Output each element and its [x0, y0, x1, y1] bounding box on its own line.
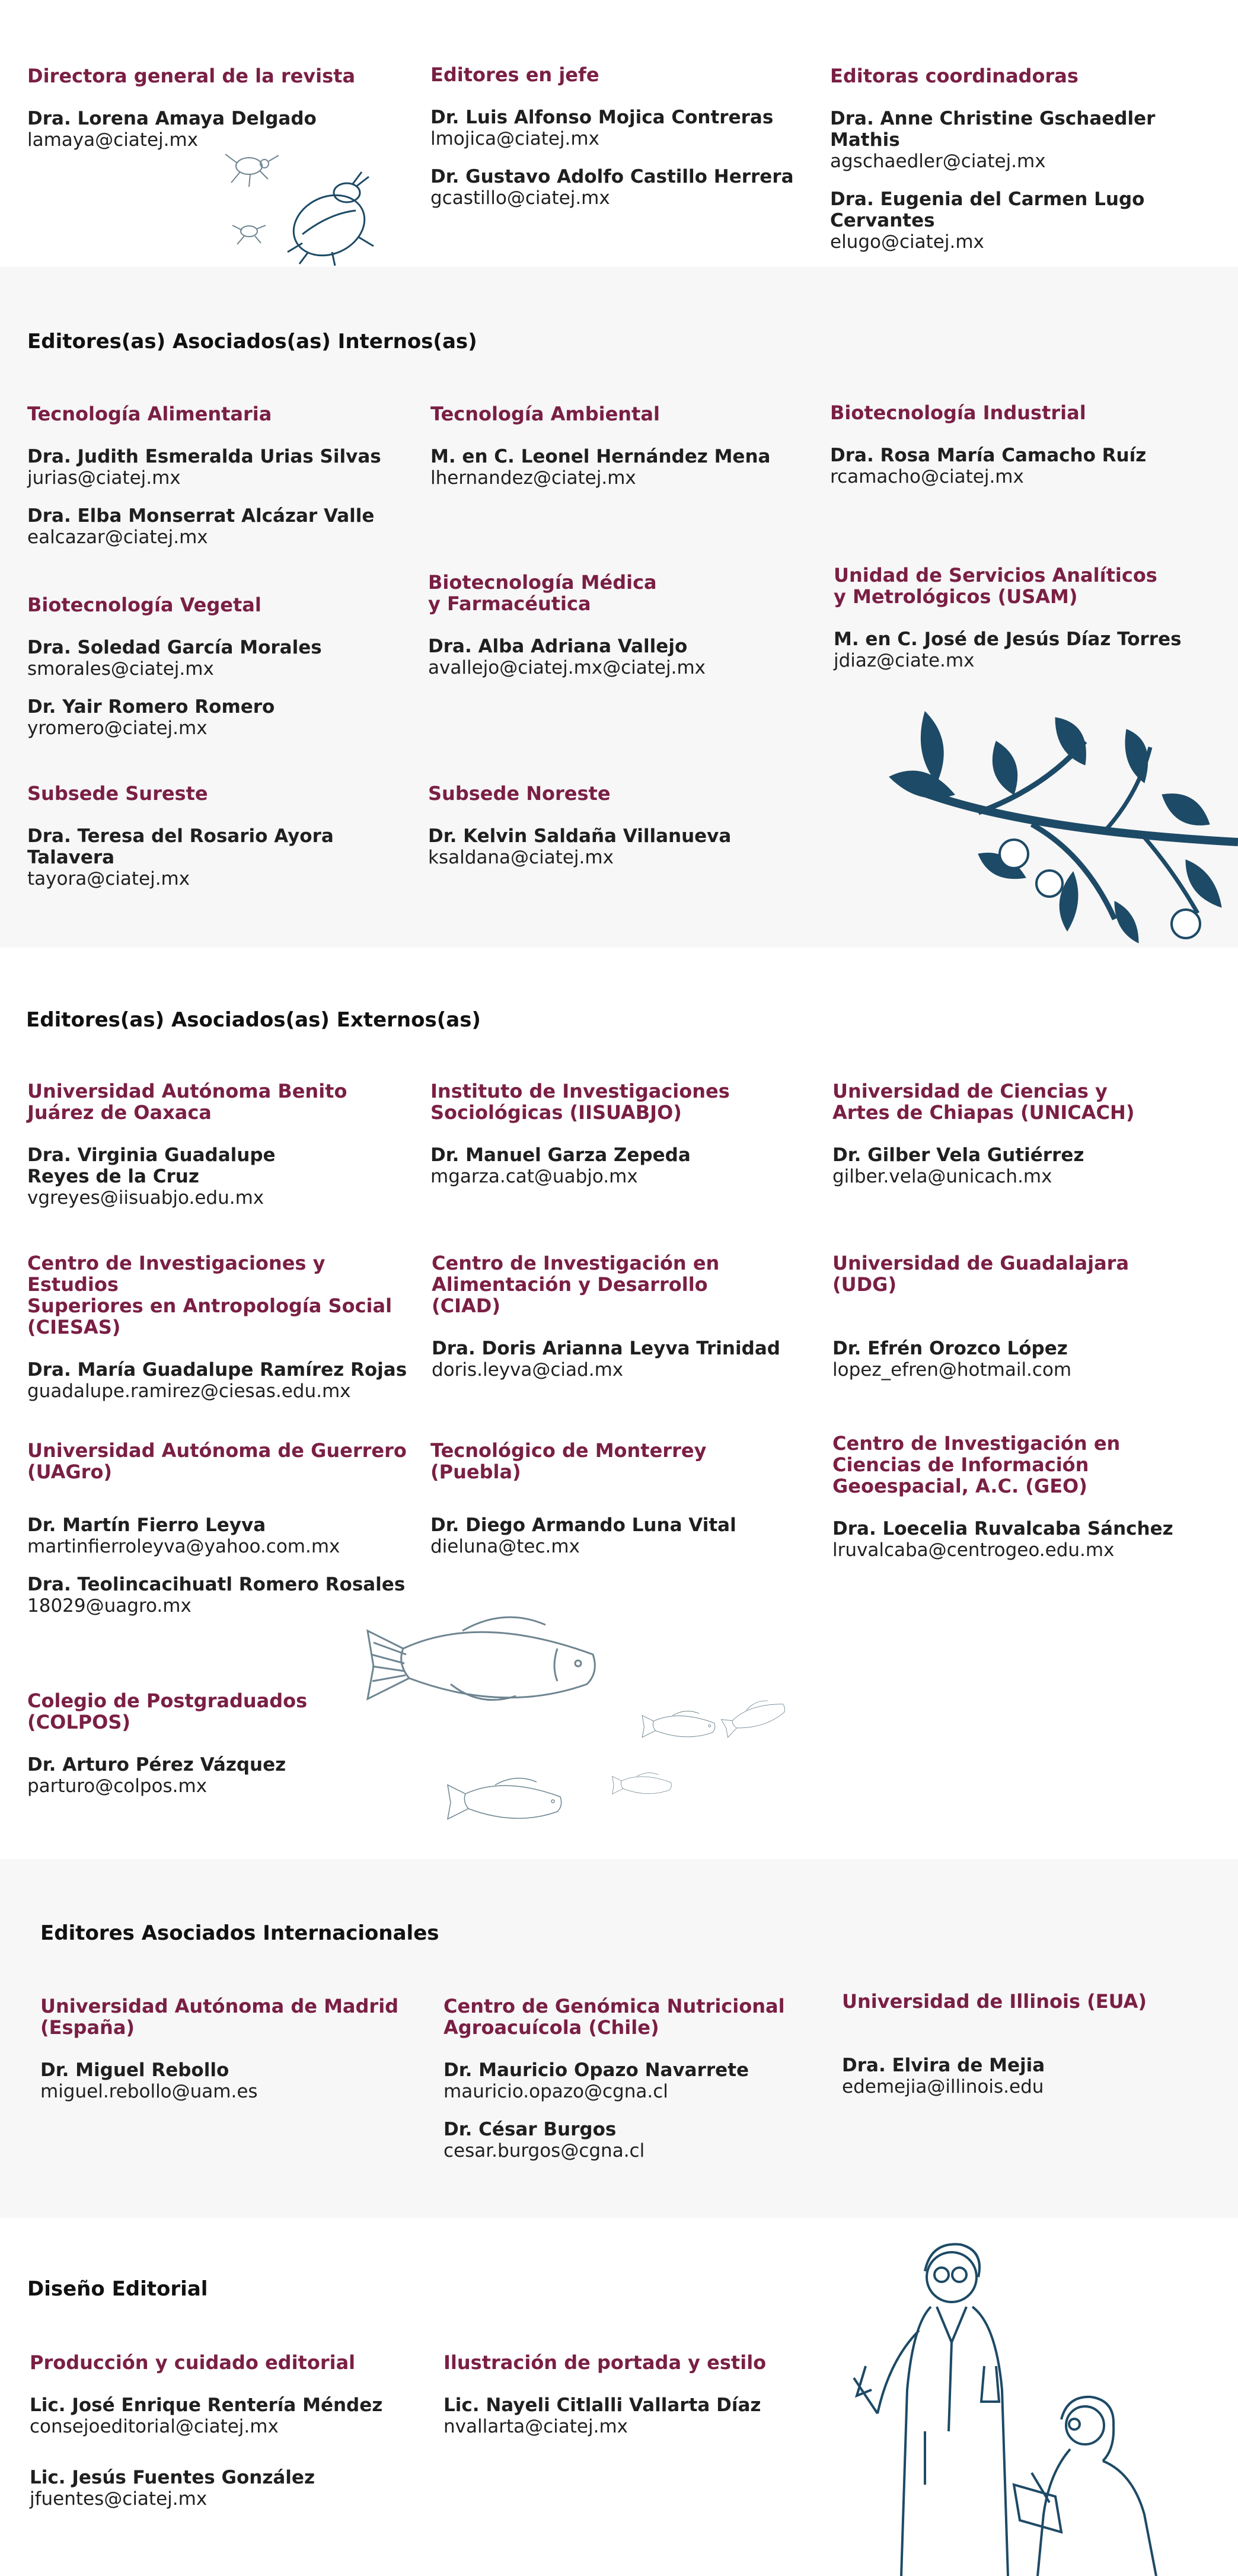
group-uabjo	[27, 1080, 407, 1225]
person-name: Dra. María Guadalupe Ramírez Rojas	[27, 1359, 407, 1381]
top-col-2	[430, 64, 810, 225]
person-entry	[30, 2395, 409, 2437]
person-email[interactable]: doris.leyva@ciad.mx	[432, 1359, 624, 1381]
person-email[interactable]: jdiaz@ciate.mx	[834, 650, 975, 671]
group-heading: Producción y cuidado editorial	[30, 2351, 356, 2374]
group-ilustracion	[443, 2352, 823, 2454]
person-name: Dr. Kelvin Saldaña Villanueva	[428, 825, 732, 847]
person-email[interactable]: avallejo@ciatej.mx@ciatej.mx	[428, 657, 706, 678]
person-email[interactable]: dieluna@tec.mx	[430, 1536, 580, 1557]
person-name: M. en C. José de Jesús Díaz Torres	[834, 629, 1182, 650]
group-heading: Instituto de Investigaciones Sociológicas (IISUABJO)	[430, 1080, 730, 1124]
person-name: Dra. Anne Christine Gschaedler Mathis	[830, 108, 1156, 151]
person-email[interactable]: tayora@ciatej.mx	[27, 868, 190, 890]
person-entry	[30, 2467, 409, 2510]
group-iisuabjo	[430, 1080, 810, 1204]
person-email[interactable]: mauricio.opazo@cgna.cl	[443, 2081, 668, 2102]
person-entry	[27, 505, 407, 548]
group-biotecnologia-industrial	[830, 402, 1210, 504]
section-heading: Directora general de la revista	[27, 65, 356, 87]
person-name: Dr. Miguel Rebollo	[40, 2059, 229, 2081]
beetle-illustration	[213, 142, 385, 267]
group-produccion	[30, 2352, 409, 2526]
group-subsede-sureste	[27, 783, 407, 906]
person-email[interactable]: lamaya@ciatej.mx	[27, 129, 199, 151]
person-name: Lic. José Enrique Rentería Méndez	[30, 2395, 383, 2416]
group-heading: Universidad Autónoma Benito Juárez de Oaxaca	[27, 1080, 347, 1124]
person-entry	[40, 2059, 420, 2102]
person-email[interactable]: jurias@ciatej.mx	[27, 467, 181, 489]
group-heading: Biotecnología Médica y Farmacéutica	[428, 571, 657, 615]
section-heading: Editoras coordinadoras	[830, 65, 1079, 87]
group-unicach	[832, 1080, 1212, 1204]
person-name: Dr. Efrén Orozco López	[832, 1338, 1068, 1359]
person-entry	[27, 637, 407, 680]
branch-illustration	[889, 706, 1238, 949]
internacionales-title: Editores Asociados Internacionales	[40, 1921, 439, 1945]
person-email[interactable]: agschaedler@ciatej.mx	[830, 151, 1046, 172]
person-entry	[27, 1574, 419, 1617]
group-uam-madrid	[40, 1995, 420, 2119]
person-email[interactable]: jfuentes@ciatej.mx	[30, 2488, 208, 2510]
person-email[interactable]: lruvalcaba@centrogeo.edu.mx	[832, 1539, 1115, 1561]
person-name: Dr. Martín Fierro Leyva	[27, 1515, 266, 1536]
person-email[interactable]: ksaldana@ciatej.mx	[428, 847, 614, 868]
person-name: Dr. Gilber Vela Gutiérrez	[832, 1144, 1084, 1166]
group-ciesas	[27, 1252, 419, 1418]
person-entry	[834, 629, 1213, 671]
person-name: Dra. Teolincacihuatl Romero Rosales	[27, 1574, 406, 1595]
person-entry	[27, 1515, 419, 1557]
person-name: Lic. Jesús Fuentes González	[30, 2467, 315, 2488]
person-entry	[27, 696, 407, 739]
person-entry	[432, 1338, 811, 1381]
group-heading: Tecnología Ambiental	[430, 403, 660, 425]
group-heading: Tecnología Alimentaria	[27, 403, 272, 425]
person-name: Dr. César Burgos	[443, 2119, 617, 2140]
person-entry	[428, 825, 808, 868]
person-entry	[832, 1338, 1212, 1381]
person-entry	[430, 107, 810, 149]
person-email[interactable]: lhernandez@ciatej.mx	[430, 467, 636, 489]
person-name: Dr. Diego Armando Luna Vital	[430, 1515, 736, 1536]
person-name: Dra. Eugenia del Carmen Lugo Cervantes	[830, 189, 1145, 231]
group-heading: Universidad Autónoma de Guerrero (UAGro)	[27, 1439, 407, 1483]
scientists-illustration	[836, 2236, 1192, 2576]
person-name: Dra. Judith Esmeralda Urias Silvas	[27, 446, 381, 467]
person-email[interactable]: edemejia@illinois.edu	[842, 2076, 1044, 2097]
person-email[interactable]: smorales@ciatej.mx	[27, 658, 214, 680]
person-email[interactable]: ealcazar@ciatej.mx	[27, 527, 208, 548]
group-heading: Centro de Genómica Nutricional Agroacuícola (Chile)	[443, 1995, 785, 2039]
section-heading: Editores en jefe	[430, 63, 599, 86]
group-heading: Biotecnología Vegetal	[27, 594, 261, 616]
person-name: Dra. Elba Monserrat Alcázar Valle	[27, 505, 375, 527]
person-name: Dr. Luis Alfonso Mojica Contreras	[430, 107, 774, 128]
person-entry	[443, 2395, 823, 2437]
person-entry	[27, 825, 407, 890]
group-heading: Ilustración de portada y estilo	[443, 2351, 767, 2374]
person-name: Dr. Gustavo Adolfo Castillo Herrera	[430, 166, 794, 187]
group-heading: Unidad de Servicios Analíticos y Metrológicos (USAM)	[834, 564, 1157, 608]
group-usam	[834, 565, 1213, 688]
person-email[interactable]: mgarza.cat@uabjo.mx	[430, 1166, 638, 1187]
group-tecnologia-ambiental	[430, 403, 810, 505]
person-email[interactable]: elugo@ciatej.mx	[830, 231, 984, 253]
person-email[interactable]: martinfierroleyva@yahoo.com.mx	[27, 1536, 340, 1557]
person-entry	[430, 446, 810, 489]
group-heading: Colegio de Postgraduados (COLPOS)	[27, 1689, 308, 1733]
person-entry	[830, 108, 1221, 172]
group-cgna-chile	[443, 1995, 823, 2178]
person-name: Dr. Manuel Garza Zepeda	[430, 1144, 691, 1166]
person-email[interactable]: rcamacho@ciatej.mx	[830, 466, 1024, 487]
person-email[interactable]: 18029@uagro.mx	[27, 1595, 192, 1617]
person-entry	[430, 1515, 810, 1557]
person-entry	[27, 1359, 419, 1402]
group-uagro	[27, 1440, 419, 1633]
person-entry	[443, 2059, 823, 2102]
person-email[interactable]: gilber.vela@unicach.mx	[832, 1166, 1052, 1187]
top-col-3	[830, 65, 1221, 269]
person-name: Dra. Loecelia Ruvalcaba Sánchez	[832, 1518, 1173, 1539]
group-biotecnologia-vegetal	[27, 594, 407, 755]
internos-title: Editores(as) Asociados(as) Internos(as)	[27, 330, 477, 353]
person-entry	[443, 2119, 823, 2161]
group-heading: Tecnológico de Monterrey (Puebla)	[430, 1439, 707, 1483]
person-entry	[832, 1144, 1212, 1187]
group-heading: Centro de Investigaciones y Estudios Superiores en Antropología Social (CIESAS)	[27, 1252, 393, 1338]
person-entry	[830, 189, 1221, 253]
group-heading: Biotecnología Industrial	[830, 401, 1086, 424]
person-entry	[27, 1144, 407, 1209]
person-email[interactable]: nvallarta@ciatej.mx	[443, 2416, 628, 2437]
group-heading: Universidad de Guadalajara (UDG)	[832, 1252, 1129, 1296]
group-heading: Subsede Noreste	[428, 782, 611, 805]
person-name: Dr. Mauricio Opazo Navarrete	[443, 2059, 749, 2081]
group-heading: Universidad de Illinois (EUA)	[842, 1990, 1147, 2013]
person-name: Dra. Lorena Amaya Delgado	[27, 108, 317, 129]
fish-illustration	[362, 1607, 795, 1838]
group-udg	[832, 1252, 1212, 1397]
person-name: Dra. Elvira de Mejia	[842, 2055, 1045, 2076]
person-name: M. en C. Leonel Hernández Mena	[430, 446, 771, 467]
person-name: Dra. Rosa María Camacho Ruíz	[830, 445, 1147, 466]
person-entry	[830, 445, 1210, 487]
group-illinois	[842, 1991, 1221, 2114]
group-subsede-noreste	[428, 783, 808, 885]
person-email[interactable]: yromero@ciatej.mx	[27, 718, 208, 739]
person-email[interactable]: consejoeditorial@ciatej.mx	[30, 2416, 279, 2437]
group-colpos	[27, 1690, 407, 1813]
group-biotecnologia-medica	[428, 572, 808, 695]
person-entry	[430, 166, 810, 209]
group-centrogeo	[832, 1433, 1224, 1577]
group-heading: Universidad Autónoma de Madrid (España)	[40, 1995, 399, 2039]
group-tecnologia-alimentaria	[27, 403, 407, 565]
person-email[interactable]: lmojica@ciatej.mx	[430, 128, 599, 149]
person-email[interactable]: vgreyes@iisuabjo.edu.mx	[27, 1187, 264, 1209]
person-name: Dra. Virginia Guadalupe Reyes de la Cruz	[27, 1144, 276, 1187]
person-name: Dra. Alba Adriana Vallejo	[428, 636, 688, 657]
group-heading: Centro de Investigación en Alimentación y Desarrollo (CIAD)	[432, 1252, 720, 1317]
person-email[interactable]: gcastillo@ciatej.mx	[430, 187, 610, 209]
person-name: Dra. Teresa del Rosario Ayora Talavera	[27, 825, 334, 868]
person-name: Dr. Yair Romero Romero	[27, 696, 275, 718]
person-email[interactable]: miguel.rebollo@uam.es	[40, 2081, 258, 2102]
person-email[interactable]: cesar.burgos@cgna.cl	[443, 2140, 645, 2161]
diseno-title: Diseño Editorial	[27, 2277, 208, 2301]
person-entry	[27, 1754, 407, 1797]
person-name: Dra. Soledad García Morales	[27, 637, 322, 658]
person-email[interactable]: guadalupe.ramirez@ciesas.edu.mx	[27, 1381, 351, 1402]
person-entry	[27, 446, 407, 489]
group-tec-monterrey	[430, 1440, 810, 1574]
person-name: Dra. Doris Arianna Leyva Trinidad	[432, 1338, 780, 1359]
group-heading: Universidad de Ciencias y Artes de Chiapas (UNICACH)	[832, 1080, 1135, 1124]
group-heading: Subsede Sureste	[27, 782, 208, 805]
person-email[interactable]: parturo@colpos.mx	[27, 1775, 208, 1797]
externos-title: Editores(as) Asociados(as) Externos(as)	[26, 1008, 481, 1032]
person-entry	[832, 1518, 1224, 1561]
person-entry	[430, 1144, 810, 1187]
person-name: Dr. Arturo Pérez Vázquez	[27, 1754, 286, 1775]
person-name: Lic. Nayeli Citlalli Vallarta Díaz	[443, 2395, 761, 2416]
group-heading: Centro de Investigación en Ciencias de Información Geoespacial, A.C. (GEO)	[832, 1432, 1121, 1497]
person-email[interactable]: lopez_efren@hotmail.com	[832, 1359, 1072, 1381]
group-ciad	[432, 1252, 811, 1397]
person-entry	[428, 636, 808, 678]
person-entry	[842, 2055, 1221, 2097]
